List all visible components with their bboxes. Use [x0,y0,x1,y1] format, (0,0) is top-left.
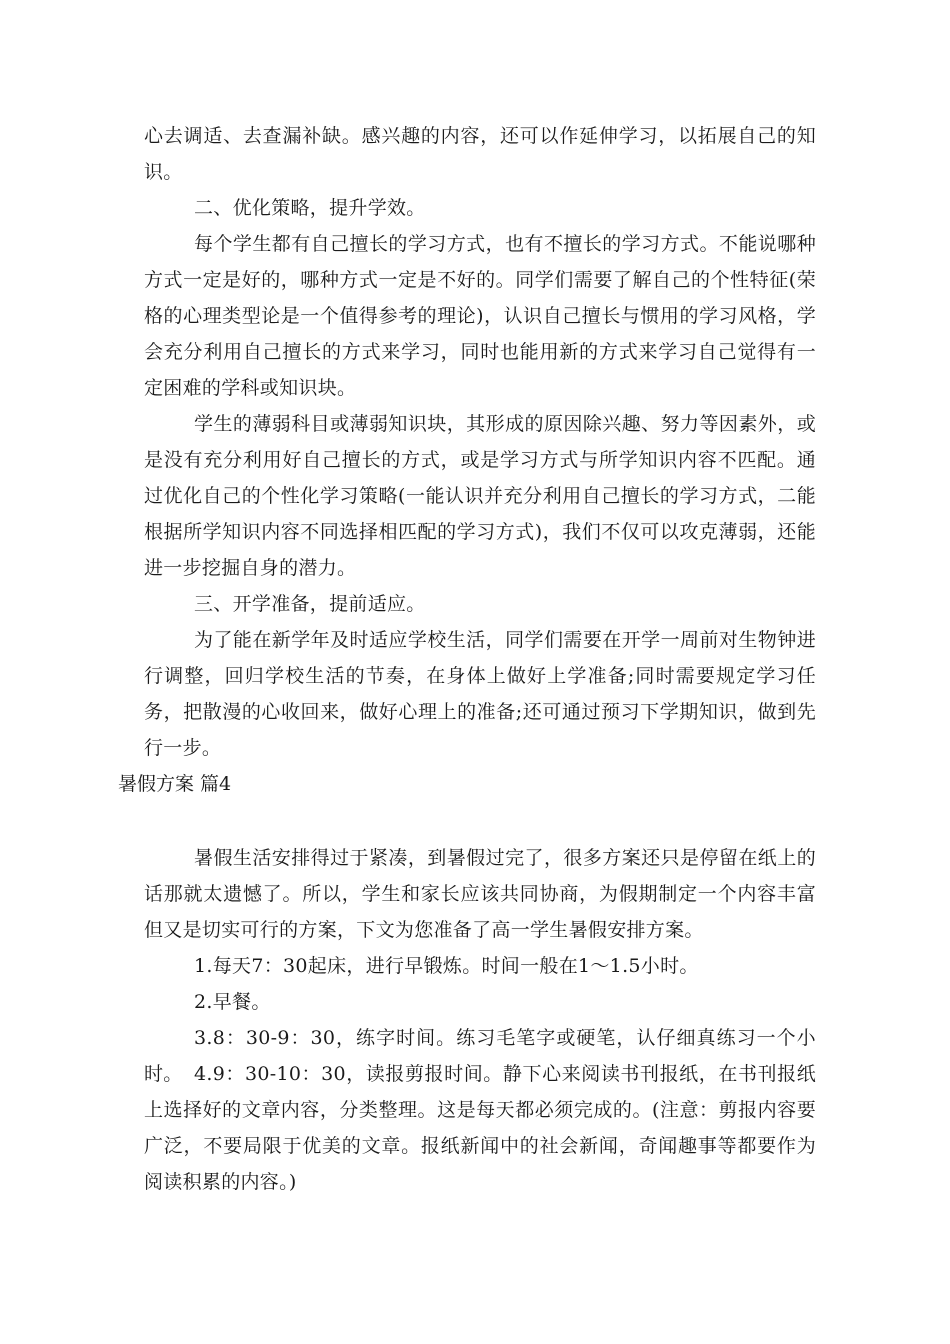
paragraph-learning-styles: 每个学生都有自己擅长的学习方式，也有不擅长的学习方式。不能说哪种方式一定是好的，哪种方式一定是不好的。同学们需要了解自己的个性特征(荣格的心理类型论是一个值得参考的理论)，认识自己擅长与惯用的学习风格，学会充分利用自己擅长的方式来学习，同时也能用新的方式来学习自己觉得有一定困难的学科或知识块。 [144,233,816,399]
paragraph-continuation: 心去调适、去查漏补缺。感兴趣的内容，还可以作延伸学习，以拓展自己的知识。 [144,125,816,183]
paragraph-intro: 暑假生活安排得过于紧凑，到暑假过完了，很多方案还只是停留在纸上的话那就太遗憾了。所以，学生和家长应该共同协商，为假期制定一个内容丰富但又是切实可行的方案，下文为您准备了高一学生暑假安排方案。 [144,847,816,941]
paragraph-school-prep: 为了能在新学年及时适应学校生活，同学们需要在开学一周前对生物钟进行调整，回归学校生活的节奏，在身体上做好上学准备;同时需要规定学习任务，把散漫的心收回来，做好心理上的准备;还可通过预习下学期知识，做到先行一步。 [144,629,816,759]
article-title: 暑假方案 篇4 [118,773,232,795]
list-item-1: 1.每天7：30起床，进行早锻炼。时间一般在1～1.5小时。 [194,955,699,977]
section-heading-3: 三、开学准备，提前适应。 [194,593,426,615]
list-item-4: 4.9：30-10：30，读报剪报时间。静下心来阅读书刊报纸，在书刊报纸上选择好的文章内容，分类整理。这是每天都必须完成的。(注意：剪报内容要广泛，不要局限于优美的文章。报纸新闻中的社会新闻，奇闻趣事等都要作为阅读积累的内容。) [144,1063,816,1193]
paragraph-weak-subjects: 学生的薄弱科目或薄弱知识块，其形成的原因除兴趣、努力等因素外，或是没有充分利用好自己擅长的方式，或是学习方式与所学知识内容不匹配。通过优化自己的个性化学习策略(一能认识并充分利用自己擅长的学习方式，二能根据所学知识内容不同选择相匹配的学习方式)，我们不仅可以攻克薄弱，还能进一步挖掘自身的潜力。 [144,413,816,579]
list-item-3: 3.8：30-9：30，练字时间。练习毛笔字或硬笔，认仔细真练习一个小时。 [144,1027,816,1085]
section-heading-2: 二、优化策略，提升学效。 [194,197,426,219]
list-item-2: 2.早餐。 [194,991,271,1013]
